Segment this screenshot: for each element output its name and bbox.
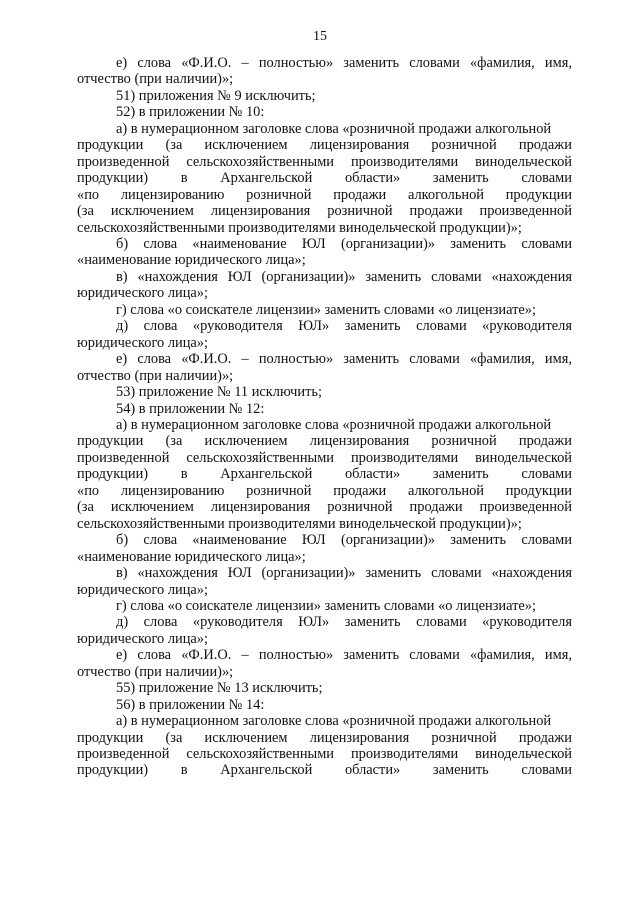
text-line <box>77 318 572 334</box>
word: лицензированию <box>120 186 225 203</box>
text-line <box>77 450 572 466</box>
word: заменить <box>432 170 489 187</box>
word: алкогольной <box>407 482 484 499</box>
word: заменить <box>344 318 401 335</box>
word: б) <box>116 235 129 252</box>
word: розничной <box>431 433 497 450</box>
word: розничной <box>327 203 393 220</box>
word: продукции) <box>77 762 149 779</box>
page-number: 15 <box>313 29 327 44</box>
text-line: 55) приложение № 13 исключить; <box>116 680 323 697</box>
word: ЮЛ <box>227 565 252 582</box>
word: слова <box>137 647 172 664</box>
word: словами <box>416 614 467 631</box>
word: (организации)» <box>340 532 436 549</box>
text-line <box>77 170 572 186</box>
word: Архангельской <box>220 762 313 779</box>
word: заменить <box>343 647 400 664</box>
word: лицензирования <box>210 203 311 220</box>
word: д) <box>116 614 129 631</box>
word: заменить <box>343 351 400 368</box>
word: словами <box>521 466 572 483</box>
text-line <box>77 351 572 367</box>
text-line <box>77 647 572 663</box>
word: розничной <box>327 499 393 516</box>
word: произведенной <box>77 449 170 466</box>
word: (организации)» <box>261 268 356 285</box>
word: продажи <box>333 186 387 203</box>
word: исключением <box>204 137 288 154</box>
text-line <box>77 746 572 762</box>
word: «нахождения <box>137 268 218 285</box>
word: заменить <box>450 235 507 252</box>
text-line <box>77 236 572 252</box>
text-line <box>77 730 572 746</box>
word: в <box>180 170 188 187</box>
word: продажи <box>518 729 572 746</box>
word: словами <box>416 318 467 335</box>
text-line: юридического лица»; <box>77 581 208 598</box>
text-line: 53) приложение № 11 исключить; <box>116 384 322 401</box>
word: слова <box>143 532 178 549</box>
text-line <box>77 565 572 581</box>
word: винодельческой <box>475 153 572 170</box>
word: «руководителя <box>192 614 283 631</box>
word: «по <box>77 482 100 499</box>
word: розничной <box>431 729 497 746</box>
word: словами <box>409 647 460 664</box>
word: полностью» <box>258 647 334 664</box>
word: исключением <box>110 499 194 516</box>
word: словами <box>431 565 482 582</box>
word: имя, <box>544 55 572 71</box>
word: произведенной <box>77 746 170 763</box>
word: ЮЛ <box>301 532 326 549</box>
word: – <box>241 647 249 664</box>
word: слова <box>143 318 178 335</box>
word: Архангельской <box>220 170 313 187</box>
text-line: «наименование юридического лица»; <box>77 548 306 565</box>
word: произведенной <box>479 499 572 516</box>
word: продукции <box>77 137 144 154</box>
word: продажи <box>333 482 387 499</box>
word: слова <box>137 55 172 71</box>
word: е) <box>116 351 128 368</box>
word: продукции <box>77 433 144 450</box>
word: продукции <box>505 186 572 203</box>
text-line <box>77 187 572 203</box>
word: «Ф.И.О. <box>181 55 232 71</box>
word: б) <box>116 532 129 549</box>
word: производителями <box>350 153 459 170</box>
word: продукции <box>77 729 144 746</box>
word: лицензированию <box>120 482 225 499</box>
word: производителями <box>350 449 459 466</box>
word: «нахождения <box>491 268 572 285</box>
text-line: 52) в приложении № 10: <box>116 104 265 121</box>
word: заменить <box>343 55 400 71</box>
word: заменить <box>432 762 489 779</box>
word: заменить <box>365 565 422 582</box>
word: винодельческой <box>475 449 572 466</box>
word: исключением <box>110 203 194 220</box>
text-line: сельскохозяйственными производителями винодельческой продукции)»; <box>77 515 522 532</box>
word: «нахождения <box>137 565 218 582</box>
word: имя, <box>544 351 572 368</box>
word: ЮЛ» <box>298 318 330 335</box>
text-line: юридического лица»; <box>77 630 208 647</box>
text-line: «наименование юридического лица»; <box>77 252 306 269</box>
word: словами <box>521 762 572 779</box>
word: «по <box>77 186 100 203</box>
word: словами <box>431 268 482 285</box>
word: заменить <box>344 614 401 631</box>
word: в <box>180 466 188 483</box>
word: (за <box>77 499 94 516</box>
word: лицензирования <box>210 499 311 516</box>
word: словами <box>521 170 572 187</box>
word: «руководителя <box>482 614 572 631</box>
text-line: отчество (при наличии)»; <box>77 663 234 680</box>
word: продукции <box>505 482 572 499</box>
word: произведенной <box>479 203 572 220</box>
text-line: а) в нумерационном заголовке слова «розничной продажи алкогольной <box>116 713 552 730</box>
document-body <box>77 55 572 779</box>
text-line <box>77 466 572 482</box>
word: словами <box>409 351 460 368</box>
word: алкогольной <box>407 186 484 203</box>
text-line: а) в нумерационном заголовке слова «розничной продажи алкогольной <box>116 120 552 137</box>
word: сельскохозяйственными <box>186 746 335 763</box>
text-line <box>77 499 572 515</box>
word: «наименование <box>192 532 287 549</box>
word: е) <box>116 55 128 71</box>
word: «нахождения <box>491 565 572 582</box>
word: заменить <box>365 268 422 285</box>
word: «фамилия, <box>469 55 535 71</box>
word: произведенной <box>77 153 170 170</box>
text-line <box>77 203 572 219</box>
word: в <box>180 762 188 779</box>
word: продукции) <box>77 170 149 187</box>
word: производителями <box>350 746 459 763</box>
word: продажи <box>409 499 463 516</box>
word: продукции) <box>77 466 149 483</box>
word: заменить <box>450 532 507 549</box>
text-line <box>77 483 572 499</box>
word: – <box>241 55 249 71</box>
text-line <box>77 762 572 778</box>
text-line: 56) в приложении № 14: <box>116 696 265 713</box>
word: «Ф.И.О. <box>181 647 232 664</box>
word: «фамилия, <box>469 647 535 664</box>
word: ЮЛ <box>227 268 252 285</box>
word: «руководителя <box>192 318 283 335</box>
word: полностью» <box>258 351 334 368</box>
word: «руководителя <box>482 318 572 335</box>
word: в) <box>116 565 128 582</box>
text-line <box>77 532 572 548</box>
word: полностью» <box>258 55 334 71</box>
text-line <box>77 154 572 170</box>
word: ЮЛ» <box>298 614 330 631</box>
word: розничной <box>246 186 312 203</box>
text-line: 54) в приложении № 12: <box>116 400 265 417</box>
word: словами <box>521 235 572 252</box>
word: (организации)» <box>261 565 356 582</box>
text-line <box>77 55 572 71</box>
text-line: сельскохозяйственными производителями винодельческой продукции)»; <box>77 219 522 236</box>
text-line: отчество (при наличии)»; <box>77 71 234 88</box>
word: (за <box>165 137 183 154</box>
word: винодельческой <box>475 746 572 763</box>
word: «Ф.И.О. <box>181 351 232 368</box>
word: розничной <box>431 137 497 154</box>
word: исключением <box>204 729 288 746</box>
word: области» <box>344 466 401 483</box>
word: сельскохозяйственными <box>186 153 335 170</box>
word: заменить <box>432 466 489 483</box>
word: в) <box>116 268 128 285</box>
word: сельскохозяйственными <box>186 449 335 466</box>
word: словами <box>521 532 572 549</box>
word: лицензирования <box>309 433 410 450</box>
word: Архангельской <box>220 466 313 483</box>
text-line <box>77 269 572 285</box>
word: области» <box>344 170 401 187</box>
word: лицензирования <box>309 729 410 746</box>
word: продажи <box>409 203 463 220</box>
text-line <box>77 433 572 449</box>
word: (за <box>165 729 183 746</box>
text-line: юридического лица»; <box>77 285 208 302</box>
word: словами <box>409 55 460 71</box>
word: – <box>241 351 249 368</box>
text-line: юридического лица»; <box>77 334 208 351</box>
word: слова <box>137 351 172 368</box>
text-line: отчество (при наличии)»; <box>77 367 234 384</box>
word: имя, <box>544 647 572 664</box>
text-line <box>77 137 572 153</box>
text-line: а) в нумерационном заголовке слова «розничной продажи алкогольной <box>116 416 552 433</box>
word: розничной <box>246 482 312 499</box>
word: продажи <box>518 433 572 450</box>
word: ЮЛ <box>301 235 326 252</box>
word: (организации)» <box>340 235 436 252</box>
text-line: 51) приложения № 9 исключить; <box>116 87 316 104</box>
word: лицензирования <box>309 137 410 154</box>
word: (за <box>165 433 183 450</box>
word: е) <box>116 647 128 664</box>
text-line <box>77 614 572 630</box>
text-line: г) слова «о соискателе лицензии» заменить словами «о лицензиате»; <box>116 597 536 614</box>
text-line: г) слова «о соискателе лицензии» заменить словами «о лицензиате»; <box>116 301 536 318</box>
word: продажи <box>518 137 572 154</box>
word: «фамилия, <box>469 351 535 368</box>
word: слова <box>143 235 178 252</box>
word: исключением <box>204 433 288 450</box>
word: области» <box>344 762 401 779</box>
word: (за <box>77 203 94 220</box>
word: д) <box>116 318 129 335</box>
word: слова <box>143 614 178 631</box>
word: «наименование <box>192 235 287 252</box>
